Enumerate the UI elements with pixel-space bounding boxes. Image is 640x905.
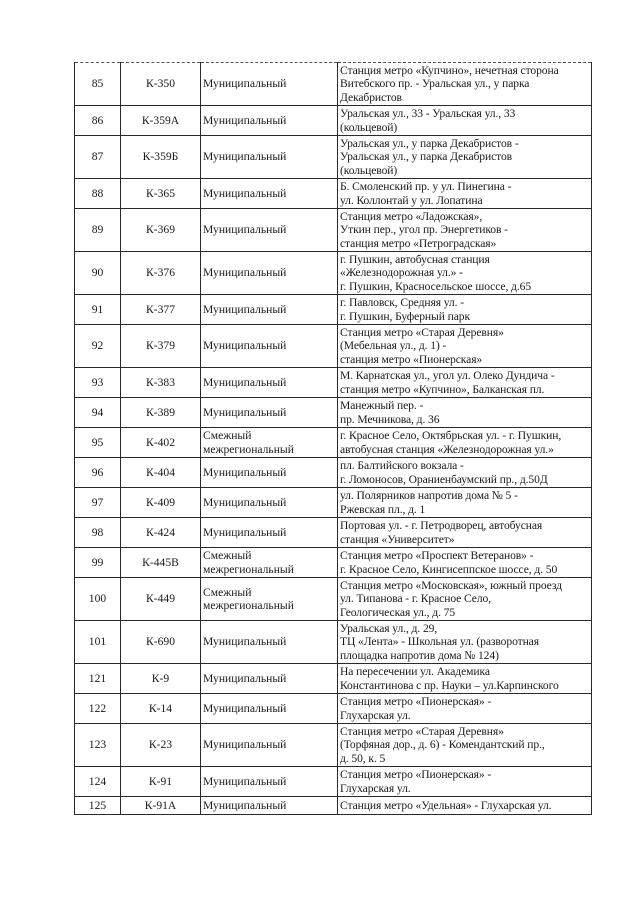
route-number-cell: 90 <box>75 252 121 295</box>
table-row <box>75 295 592 325</box>
route-type-cell: Муниципальный <box>201 325 338 368</box>
route-number-cell: 95 <box>75 428 121 458</box>
route-number-cell: 92 <box>75 325 121 368</box>
table-row <box>75 548 592 578</box>
route-number-cell: 85 <box>75 63 121 106</box>
route-path-cell: Станция метро «Пионерская» - Глухарская ул. <box>338 694 592 724</box>
route-code-cell: К-359Б <box>121 136 201 179</box>
route-code-cell: К-9 <box>121 664 201 694</box>
route-code-cell: К-359А <box>121 106 201 136</box>
route-number-cell: 97 <box>75 488 121 518</box>
table-row <box>75 488 592 518</box>
route-number-cell: 93 <box>75 368 121 398</box>
table-row <box>75 106 592 136</box>
table-row <box>75 724 592 767</box>
route-number-cell: 124 <box>75 767 121 797</box>
route-code-cell: К-91А <box>121 797 201 815</box>
route-type-cell: Муниципальный <box>201 724 338 767</box>
route-path-cell: Станция метро «Московская», южный проезд ул. Типанова - г. Красное Село, Геологическая ул., д. 75 <box>338 578 592 621</box>
route-type-cell: Смежный межрегиональный <box>201 428 338 458</box>
table-row <box>75 325 592 368</box>
route-code-cell: К-690 <box>121 621 201 664</box>
route-path-cell: Уральская ул., д. 29, ТЦ «Лента» - Школьная ул. (разворотная площадка напротив дома № 124) <box>338 621 592 664</box>
route-code-cell: К-377 <box>121 295 201 325</box>
route-path-cell: М. Карнатская ул., угол ул. Олеко Дундича - станция метро «Купчино», Балканская пл. <box>338 368 592 398</box>
route-path-cell: г. Пушкин, автобусная станция «Железнодорожная ул.» - г. Пушкин, Красносельское шоссе, д.65 <box>338 252 592 295</box>
route-path-cell: Уральская ул., у парка Декабристов - Уральская ул., у парка Декабристов (кольцевой) <box>338 136 592 179</box>
route-code-cell: К-424 <box>121 518 201 548</box>
route-type-cell: Муниципальный <box>201 398 338 428</box>
route-path-cell: ул. Полярников напротив дома № 5 - Ржевская пл., д. 1 <box>338 488 592 518</box>
route-code-cell: К-376 <box>121 252 201 295</box>
route-code-cell: К-379 <box>121 325 201 368</box>
table-row <box>75 136 592 179</box>
route-number-cell: 100 <box>75 578 121 621</box>
route-path-cell: Станция метро «Старая Деревня» (Торфяная дор., д. 6) - Комендантский пр., д. 50, к. 5 <box>338 724 592 767</box>
route-type-cell: Муниципальный <box>201 621 338 664</box>
route-path-cell: пл. Балтийского вокзала - г. Ломоносов, Ораниенбаумский пр., д.50Д <box>338 458 592 488</box>
route-code-cell: К-389 <box>121 398 201 428</box>
route-number-cell: 99 <box>75 548 121 578</box>
route-number-cell: 94 <box>75 398 121 428</box>
table-row <box>75 179 592 209</box>
route-number-cell: 123 <box>75 724 121 767</box>
table-row <box>75 797 592 815</box>
route-type-cell: Смежный межрегиональный <box>201 548 338 578</box>
table-row <box>75 578 592 621</box>
route-number-cell: 122 <box>75 694 121 724</box>
route-number-cell: 96 <box>75 458 121 488</box>
route-code-cell: К-449 <box>121 578 201 621</box>
route-path-cell: г. Павловск, Средняя ул. - г. Пушкин, Буферный парк <box>338 295 592 325</box>
route-type-cell: Муниципальный <box>201 295 338 325</box>
route-number-cell: 88 <box>75 179 121 209</box>
route-path-cell: Станция метро «Удельная» - Глухарская ул. <box>338 797 592 815</box>
route-path-cell: Станция метро «Проспект Ветеранов» - г. Красное Село, Кингисеппское шоссе, д. 50 <box>338 548 592 578</box>
route-code-cell: К-409 <box>121 488 201 518</box>
table-row <box>75 368 592 398</box>
route-type-cell: Муниципальный <box>201 136 338 179</box>
table-row <box>75 428 592 458</box>
table-row <box>75 252 592 295</box>
route-path-cell: Б. Смоленский пр. у ул. Пинегина - ул. Коллонтай у ул. Лопатина <box>338 179 592 209</box>
routes-table-body <box>75 63 592 815</box>
route-number-cell: 101 <box>75 621 121 664</box>
route-type-cell: Муниципальный <box>201 767 338 797</box>
route-code-cell: К-14 <box>121 694 201 724</box>
table-row <box>75 458 592 488</box>
route-number-cell: 91 <box>75 295 121 325</box>
route-path-cell: Манежный пер. - пр. Мечникова, д. 36 <box>338 398 592 428</box>
route-path-cell: Станция метро «Старая Деревня» (Мебельная ул., д. 1) - станция метро «Пионерская» <box>338 325 592 368</box>
route-code-cell: К-369 <box>121 209 201 252</box>
table-row <box>75 209 592 252</box>
route-type-cell: Муниципальный <box>201 209 338 252</box>
route-path-cell: Станция метро «Купчино», нечетная сторона Витебского пр. - Уральская ул., у парка Декабристов <box>338 63 592 106</box>
table-row <box>75 664 592 694</box>
route-path-cell: Станция метро «Ладожская», Уткин пер., угол пр. Энергетиков - станция метро «Петроградская» <box>338 209 592 252</box>
route-number-cell: 86 <box>75 106 121 136</box>
route-code-cell: К-91 <box>121 767 201 797</box>
route-code-cell: К-365 <box>121 179 201 209</box>
route-number-cell: 121 <box>75 664 121 694</box>
route-code-cell: К-23 <box>121 724 201 767</box>
route-type-cell: Муниципальный <box>201 63 338 106</box>
route-code-cell: К-404 <box>121 458 201 488</box>
route-code-cell: К-350 <box>121 63 201 106</box>
table-row <box>75 398 592 428</box>
route-type-cell: Муниципальный <box>201 106 338 136</box>
route-type-cell: Муниципальный <box>201 694 338 724</box>
table-row <box>75 621 592 664</box>
route-code-cell: К-445В <box>121 548 201 578</box>
route-number-cell: 125 <box>75 797 121 815</box>
route-path-cell: На пересечении ул. Академика Константинова с пр. Науки – ул.Карпинского <box>338 664 592 694</box>
route-type-cell: Муниципальный <box>201 518 338 548</box>
route-type-cell: Муниципальный <box>201 488 338 518</box>
route-code-cell: К-383 <box>121 368 201 398</box>
table-row <box>75 767 592 797</box>
route-path-cell: Станция метро «Пионерская» - Глухарская ул. <box>338 767 592 797</box>
table-row <box>75 518 592 548</box>
table-row <box>75 694 592 724</box>
routes-table <box>74 62 592 815</box>
route-number-cell: 89 <box>75 209 121 252</box>
route-number-cell: 98 <box>75 518 121 548</box>
route-type-cell: Смежный межрегиональный <box>201 578 338 621</box>
route-type-cell: Муниципальный <box>201 664 338 694</box>
route-code-cell: К-402 <box>121 428 201 458</box>
route-path-cell: Портовая ул. - г. Петродворец, автобусная станция «Университет» <box>338 518 592 548</box>
route-type-cell: Муниципальный <box>201 368 338 398</box>
route-type-cell: Муниципальный <box>201 797 338 815</box>
route-type-cell: Муниципальный <box>201 252 338 295</box>
route-path-cell: Уральская ул., 33 - Уральская ул., 33 (кольцевой) <box>338 106 592 136</box>
route-type-cell: Муниципальный <box>201 458 338 488</box>
route-type-cell: Муниципальный <box>201 179 338 209</box>
route-number-cell: 87 <box>75 136 121 179</box>
table-row <box>75 63 592 106</box>
route-path-cell: г. Красное Село, Октябрьская ул. - г. Пушкин, автобусная станция «Железнодорожная ул.» <box>338 428 592 458</box>
